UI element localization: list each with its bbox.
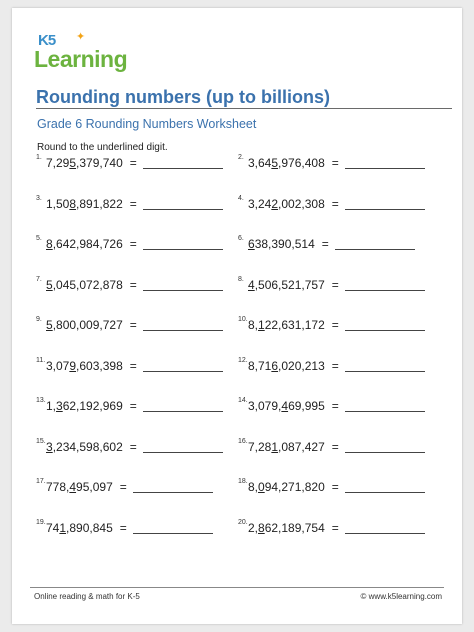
equals-sign: =	[129, 156, 137, 170]
answer-blank[interactable]	[133, 533, 213, 534]
worksheet-title: Rounding numbers (up to billions)	[36, 87, 330, 107]
problem-number: 14.	[238, 397, 248, 404]
problem-number: 9.	[36, 316, 42, 323]
equals-sign: =	[129, 277, 137, 292]
answer-blank[interactable]	[143, 168, 223, 169]
problem-number-value	[46, 440, 137, 454]
underlined-digit: 8	[258, 520, 265, 535]
answer-blank[interactable]	[143, 249, 223, 250]
equals-sign: =	[331, 520, 339, 535]
problem-number-value	[248, 399, 339, 413]
digits-before: 1,50	[46, 196, 70, 211]
worksheet-subtitle: Grade 6 Rounding Numbers Worksheet	[37, 117, 257, 131]
answer-blank[interactable]	[345, 209, 425, 210]
underlined-digit: 4	[69, 480, 77, 494]
answer-blank[interactable]	[345, 168, 425, 169]
problem-number-value	[248, 197, 339, 211]
underlined-digit: 8	[46, 237, 53, 251]
answer-blank[interactable]	[143, 371, 223, 372]
digits-after: 62,192,969	[62, 399, 123, 413]
answer-blank[interactable]	[143, 411, 223, 412]
problem-number: 12.	[238, 356, 248, 364]
equals-sign: =	[129, 318, 137, 332]
answer-blank[interactable]	[345, 290, 425, 291]
problem-number: 13.	[36, 397, 46, 404]
digits-before: 74	[46, 520, 60, 535]
worksheet-page	[12, 8, 462, 624]
problem-number-value	[46, 237, 137, 251]
underlined-digit: 5	[46, 277, 53, 292]
problem-number: 15.	[36, 437, 46, 445]
sun-icon: ✦	[76, 31, 86, 43]
underlined-digit: 1	[59, 520, 67, 535]
digits-before: 3,079,	[248, 399, 282, 413]
problem-number: 3.	[36, 194, 42, 202]
problem-number-value	[248, 521, 339, 535]
equals-sign: =	[119, 520, 127, 535]
equals-sign: =	[331, 277, 339, 292]
digits-after: 38,390,514	[254, 237, 315, 251]
digits-after: ,087,427	[278, 439, 325, 454]
digits-before: 8,	[248, 480, 259, 494]
answer-blank[interactable]	[345, 330, 425, 331]
k5-learning-logo	[32, 30, 132, 80]
equals-sign: =	[129, 399, 137, 413]
problem-number-value	[248, 278, 339, 292]
footer-tagline: Online reading & math for K-5	[34, 592, 140, 601]
answer-blank[interactable]	[345, 492, 425, 493]
problem-number-value	[46, 480, 127, 494]
digits-before: 1,	[46, 399, 57, 413]
underlined-digit: 5	[46, 318, 53, 332]
problem-number: 6.	[238, 235, 244, 242]
problem-number: 16.	[238, 437, 248, 445]
digits-after: ,603,398	[76, 358, 123, 373]
underlined-digit: 4	[281, 399, 289, 413]
underlined-digit: 3	[56, 399, 63, 413]
problem-number: 2.	[238, 154, 244, 161]
answer-blank[interactable]	[335, 249, 415, 250]
digits-after: 95,097	[76, 480, 113, 494]
equals-sign: =	[119, 480, 127, 494]
digits-after: ,002,308	[278, 196, 325, 211]
problem-number-value	[46, 359, 137, 373]
answer-blank[interactable]	[345, 533, 425, 534]
answer-blank[interactable]	[133, 492, 213, 493]
digits-after: ,234,598,602	[52, 439, 123, 454]
problem-number: 8.	[238, 275, 244, 283]
problem-number: 5.	[36, 235, 42, 242]
answer-blank[interactable]	[143, 452, 223, 453]
underlined-digit: 6	[248, 237, 255, 251]
underlined-digit: 4	[248, 277, 255, 292]
problem-number-value	[248, 156, 339, 170]
equals-sign: =	[331, 358, 339, 373]
digits-before: 2,	[248, 520, 259, 535]
digits-after: ,891,822	[76, 196, 123, 211]
digits-before: 3,64	[248, 156, 272, 170]
answer-blank[interactable]	[143, 330, 223, 331]
footer-copyright: © www.k5learning.com	[360, 592, 442, 601]
equals-sign: =	[331, 318, 339, 332]
instructions: Round to the underlined digit.	[37, 142, 168, 153]
digits-after: ,045,072,878	[52, 277, 123, 292]
equals-sign: =	[129, 237, 137, 251]
problem-number: 18.	[238, 478, 248, 485]
answer-blank[interactable]	[345, 411, 425, 412]
answer-blank[interactable]	[345, 452, 425, 453]
answer-blank[interactable]	[143, 209, 223, 210]
digits-after: ,890,845	[66, 520, 113, 535]
logo-learning-text: Learning	[34, 46, 128, 72]
digits-before: 3,07	[46, 358, 70, 373]
title-divider	[36, 108, 452, 109]
underlined-digit: 9	[69, 358, 77, 373]
answer-blank[interactable]	[143, 290, 223, 291]
logo-k5-text: K5	[38, 32, 56, 49]
equals-sign: =	[331, 480, 339, 494]
underlined-digit: 5	[271, 156, 279, 170]
equals-sign: =	[331, 196, 339, 211]
problem-number-value	[248, 359, 339, 373]
problem-number-value	[248, 318, 339, 332]
problem-number-value	[248, 480, 339, 494]
problem-number: 17.	[36, 478, 46, 485]
digits-after: ,506,521,757	[254, 277, 325, 292]
digits-after: ,020,213	[278, 358, 325, 373]
problem-number: 20.	[238, 518, 248, 526]
underlined-digit: 1	[258, 318, 265, 332]
equals-sign: =	[331, 439, 339, 454]
digits-before: 8,	[248, 318, 259, 332]
underlined-digit: 6	[271, 358, 279, 373]
equals-sign: =	[331, 399, 339, 413]
digits-before: 778,	[46, 480, 70, 494]
digits-after: 62,189,754	[264, 520, 325, 535]
problem-number-value	[46, 521, 127, 535]
underlined-digit: 0	[258, 480, 265, 494]
problem-number-value	[46, 399, 137, 413]
underlined-digit: 3	[46, 439, 53, 454]
problem-number-value	[46, 197, 137, 211]
underlined-digit: 1	[271, 439, 279, 454]
digits-after: ,642,984,726	[52, 237, 123, 251]
digits-before: 3,24	[248, 196, 272, 211]
problem-number: 11.	[36, 356, 46, 364]
digits-after: ,976,408	[278, 156, 325, 170]
problem-number: 19.	[36, 518, 46, 526]
problem-number: 1.	[36, 154, 42, 161]
equals-sign: =	[321, 237, 329, 251]
problem-number-value	[46, 278, 137, 292]
digits-after: 94,271,820	[264, 480, 325, 494]
answer-blank[interactable]	[345, 371, 425, 372]
digits-after: 69,995	[288, 399, 325, 413]
equals-sign: =	[129, 358, 137, 373]
equals-sign: =	[129, 196, 137, 211]
digits-before: 7,29	[46, 156, 70, 170]
digits-after: ,800,009,727	[52, 318, 123, 332]
underlined-digit: 8	[69, 196, 77, 211]
problem-number: 7.	[36, 275, 42, 283]
problem-number-value	[46, 156, 137, 170]
equals-sign: =	[331, 156, 339, 170]
problem-number-value	[248, 440, 339, 454]
equals-sign: =	[129, 439, 137, 454]
digits-after: 22,631,172	[264, 318, 325, 332]
digits-after: ,379,740	[76, 156, 123, 170]
digits-before: 7,28	[248, 439, 272, 454]
underlined-digit: 2	[271, 196, 279, 211]
digits-before: 8,71	[248, 358, 272, 373]
problem-number-value	[46, 318, 137, 332]
underlined-digit: 5	[69, 156, 77, 170]
problem-number: 4.	[238, 194, 244, 202]
problem-number-value	[248, 237, 329, 251]
footer-divider	[30, 587, 444, 588]
problem-number: 10.	[238, 316, 248, 323]
